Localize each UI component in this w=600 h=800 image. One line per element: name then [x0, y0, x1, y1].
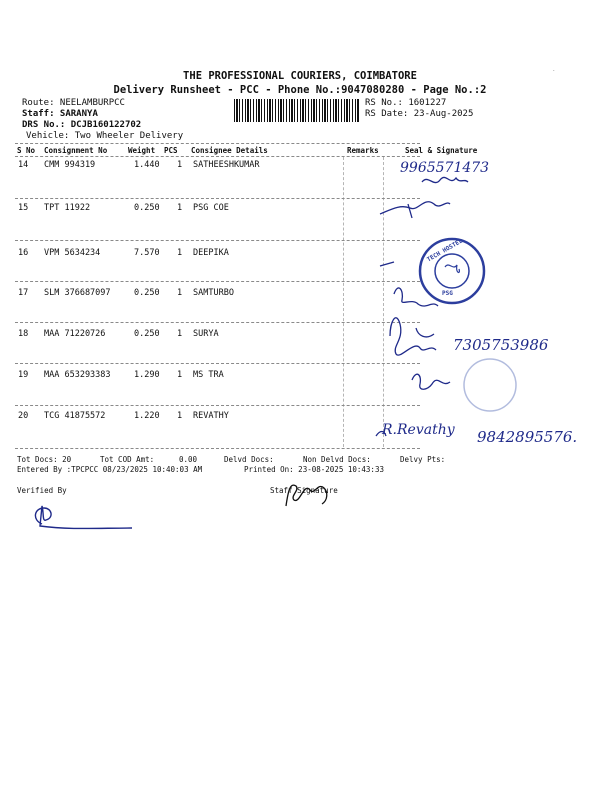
- handwritten-phone-14: 9965571473: [400, 160, 490, 176]
- row-sno: 18: [18, 329, 29, 339]
- row-sno: 14: [18, 160, 29, 170]
- row-pcs: 1: [177, 329, 183, 339]
- row-divider: [15, 363, 420, 364]
- col-header-consignee: Consignee Details: [191, 146, 268, 155]
- drs-number: DRS No.: DCJB160122702: [22, 120, 142, 130]
- row-sno: 17: [18, 288, 29, 298]
- total-cod-label: Tot COD Amt:: [100, 455, 155, 464]
- verified-by-label: Verified By: [17, 486, 67, 495]
- delivery-points: Delvy Pts:: [400, 455, 446, 464]
- row-consignee: MS TRA: [193, 370, 224, 380]
- col-header-remarks: Remarks: [347, 146, 379, 155]
- remarks-column-line: [343, 157, 344, 447]
- row-consignment: TCG 41875572: [44, 411, 106, 421]
- verifier-signature-mark: [22, 500, 142, 535]
- row-weight: 7.570: [134, 248, 160, 258]
- stamp-text: TECH HOSTEL: [425, 237, 464, 264]
- row-weight: 0.250: [134, 288, 160, 298]
- row-divider: [15, 322, 420, 323]
- row-divider: [15, 198, 420, 199]
- row-consignment: SLM 376687097: [44, 288, 111, 298]
- row-weight: 1.290: [134, 370, 160, 380]
- row-divider: [15, 281, 420, 282]
- row-consignment: TPT 11922: [44, 203, 91, 213]
- barcode-image: [234, 99, 360, 122]
- table-header-rule: [15, 156, 420, 157]
- row-pcs: 1: [177, 160, 183, 170]
- row-sno: 20: [18, 411, 29, 421]
- handwritten-phone-18: 7305753986: [453, 336, 549, 354]
- handwritten-name-20: R.Revathy: [382, 422, 455, 438]
- col-header-sno: S No: [17, 146, 36, 155]
- row-weight: 1.440: [134, 160, 160, 170]
- rs-date: RS Date: 23-Aug-2025: [365, 109, 474, 119]
- row-sno: 15: [18, 203, 29, 213]
- handwritten-phone-20: 9842895576.: [477, 428, 578, 446]
- row-consignee: REVATHY: [193, 411, 229, 421]
- vehicle-label: Vehicle: Two Wheeler Delivery: [26, 131, 184, 141]
- row-consignment: MAA 71220726: [44, 329, 106, 339]
- route-label: Route: NEELAMBURPCC: [22, 98, 125, 108]
- row-pcs: 1: [177, 248, 183, 258]
- col-header-seal: Seal & Signature: [405, 146, 478, 155]
- row-consignment: VPM 5634234: [44, 248, 101, 258]
- row-pcs: 1: [177, 288, 183, 298]
- faint-seal-stamp: [460, 355, 520, 415]
- stamp-text-bottom: PSG: [442, 290, 453, 297]
- staff-signature-mark: [280, 474, 340, 514]
- row-consignment: CMM 994319: [44, 160, 96, 170]
- row-sno: 16: [18, 248, 29, 258]
- non-delivered-docs: Non Delvd Docs:: [303, 455, 371, 464]
- row-consignee: PSG COE: [193, 203, 229, 213]
- printed-on: Printed On: 23-08-2025 10:43:33: [244, 465, 384, 474]
- row-weight: 0.250: [134, 203, 160, 213]
- col-header-pcs: PCS: [164, 146, 178, 155]
- total-docs: Tot Docs: 20: [17, 455, 72, 464]
- row-consignee: SAMTURBO: [193, 288, 234, 298]
- row-consignment: MAA 653293383: [44, 370, 111, 380]
- row-weight: 1.220: [134, 411, 160, 421]
- table-top-rule: [15, 143, 420, 144]
- row-weight: 0.250: [134, 329, 160, 339]
- delivered-docs: Delvd Docs:: [224, 455, 274, 464]
- row-consignee: SURYA: [193, 329, 219, 339]
- row-divider: [15, 405, 420, 406]
- row-pcs: 1: [177, 411, 183, 421]
- col-header-consignment: Consignment No: [44, 146, 108, 155]
- company-title: THE PROFESSIONAL COURIERS, COIMBATORE: [183, 70, 417, 82]
- col-header-weight: Weight: [128, 146, 156, 155]
- row-pcs: 1: [177, 203, 183, 213]
- row-divider: [15, 240, 420, 241]
- staff-label: Staff: SARANYA: [22, 109, 98, 119]
- row-pcs: 1: [177, 370, 183, 380]
- row-consignee: DEEPIKA: [193, 248, 229, 258]
- staff-signature-label: Staff Signature: [270, 486, 338, 495]
- table-bottom-rule: [15, 448, 420, 449]
- scan-speck: .: [552, 66, 556, 73]
- entered-by: Entered By :TPCPCC 08/23/2025 10:40:03 AM: [17, 465, 203, 474]
- runsheet-subtitle: Delivery Runsheet - PCC - Phone No.:9047080280 - Page No.:2: [113, 84, 487, 96]
- rs-number: RS No.: 1601227: [365, 98, 447, 108]
- total-cod-value: 0.00: [179, 455, 198, 464]
- row-consignee: SATHEESHKUMAR: [193, 160, 260, 170]
- row-sno: 19: [18, 370, 29, 380]
